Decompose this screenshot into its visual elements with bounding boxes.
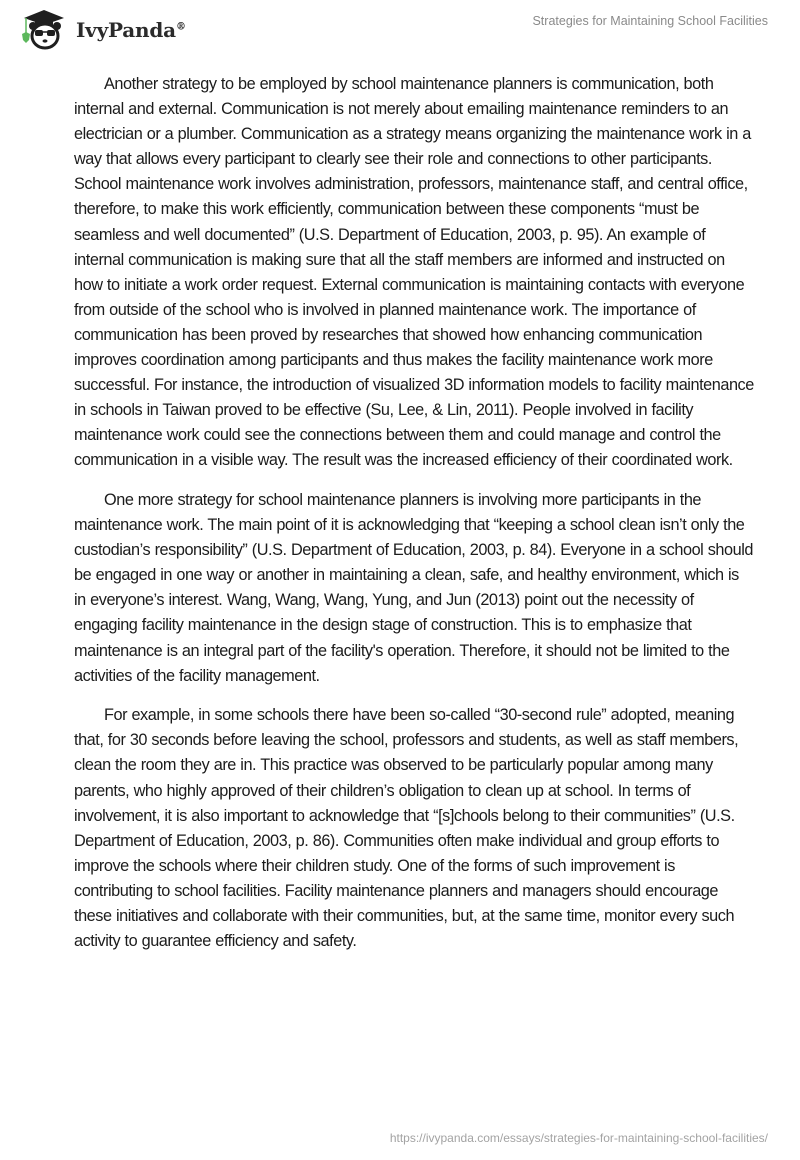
source-url-link[interactable]: https://ivypanda.com/essays/strategies-for-maintaining-school-facilities/	[389, 1131, 768, 1145]
paragraph-involvement: One more strategy for school maintenance planners is involving more participants in the maintenance work. The main point of it is acknowledging that “keeping a school clean isn’t only the custodian’s responsibility” (U.S. Department of Education, 2003, p. 84). Everyone in a school should be engaged in one way or another in maintaining a clean, safe, and healthy environment, which is in everyone’s interest. Wang, Wang, Wang, Yung, and Jun (2013) point out the necessity of engaging facility maintenance in the design stage of construction. This is to emphasize that maintenance is an integral part of the facility's operation. Therefore, it should not be limited to the activities of the facility management.	[74, 491, 753, 685]
document-title: Strategies for Maintaining School Facilities	[532, 14, 768, 28]
paragraph-example: For example, in some schools there have been so-called “30-second rule” adopted, meaning that, for 30 seconds before leaving the school, professors and students, as well as staff members, clean the room they are in. This practice was observed to be particularly popular among many parents, who highly approved of their children’s obligation to clean up at school. In terms of involvement, it is also important to acknowledge that “[s]chools belong to their communities” (U.S. Department of Education, 2003, p. 86). Communities often make individual and group efforts to improve the schools where their children study. One of the forms of such improvement is contributing to school facilities. Facility maintenance planners and managers should encourage these initiatives and collaborate with their communities, but, at the same time, monitor every such activity to guarantee efficiency and safety.	[74, 706, 739, 951]
essay-body	[74, 72, 754, 969]
panda-graduate-icon	[16, 6, 72, 50]
registered-mark: ®	[175, 21, 186, 33]
logo-text: IvyPanda®	[76, 18, 186, 42]
paragraph-communication: Another strategy to be employed by school maintenance planners is communication, both internal and external. Communication is not merely about emailing maintenance reminders to an electrician or a plumber. Communication as a strategy means organizing the maintenance work in a way that allows every participant to clearly see their role and connections to other participants. School maintenance work involves administration, professors, maintenance staff, and central office, therefore, to make this work efficiently, communication between these components “must be seamless and well documented” (U.S. Department of Education, 2003, p. 95). An example of internal communication is making sure that all the staff members are informed and instructed on how to initiate a work order request. External communication is maintaining contacts with everyone from outside of the school who is involved in planned maintenance work. The importance of communication has been proved by researches that showed how enhancing communication improves coordination among participants and thus makes the facility maintenance work more successful. For instance, the introduction of visualized 3D information models to facility maintenance in schools in Taiwan proved to be effective (Su, Lee, & Lin, 2011). People involved in facility maintenance work could see the connections between them and could manage and control the communication in a visible way. The result was the increased efficiency of their coordinated work.	[74, 75, 754, 470]
ivypanda-logo[interactable]	[16, 6, 186, 50]
page-header	[0, 0, 800, 56]
